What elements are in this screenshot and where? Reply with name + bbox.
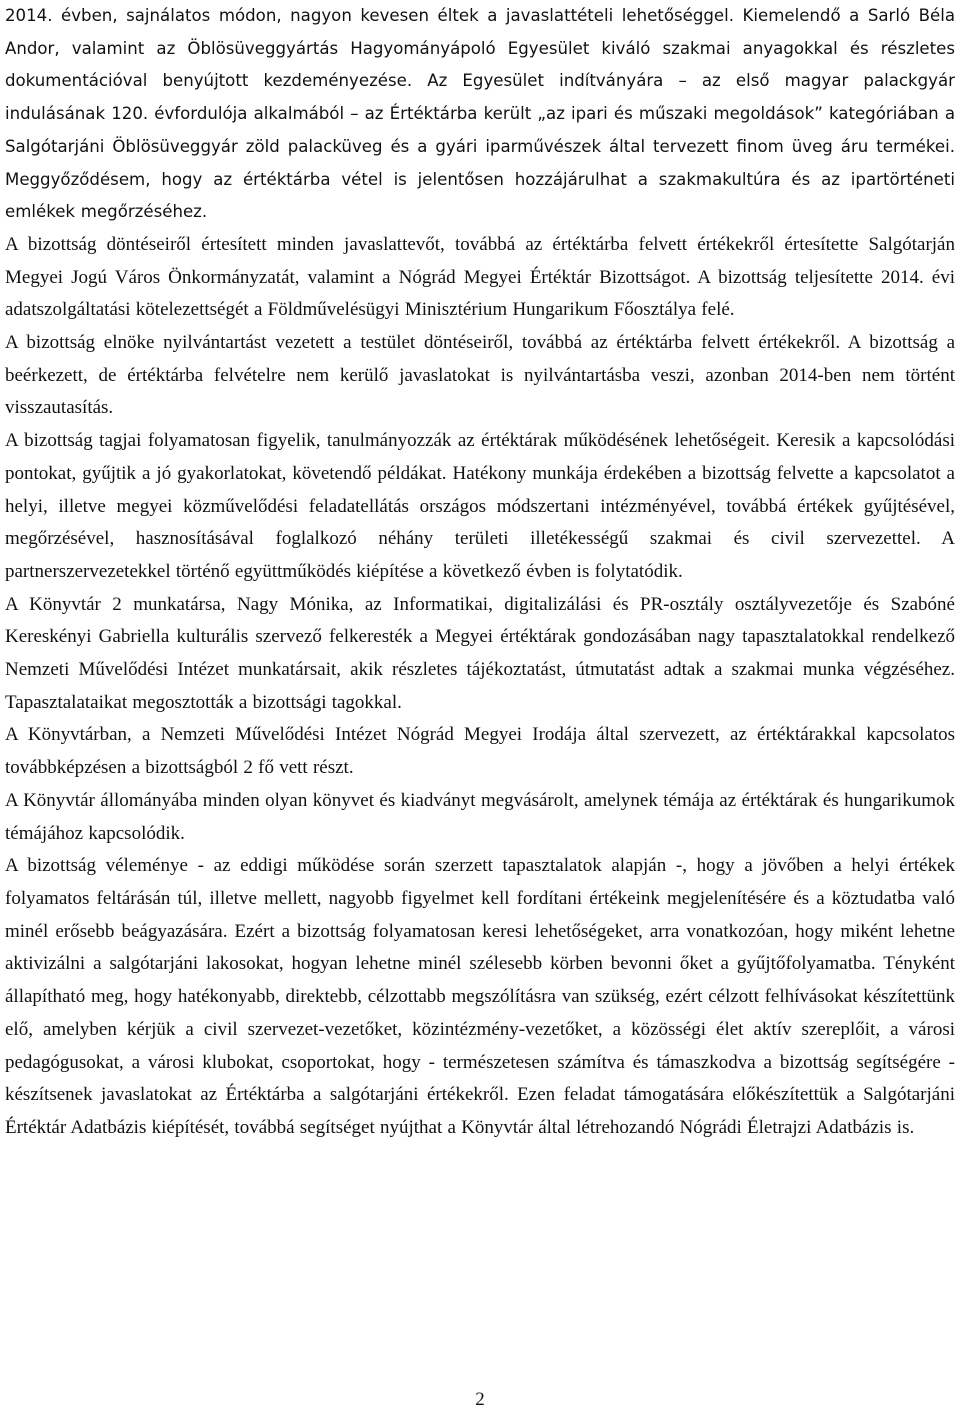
paragraph-text: A bizottság tagjai folyamatosan figyelik, tanulmányozzák az értéktárak működésének lehetőségeit. Keresik a kapcsolódási pontokat, gyűjtik a jó gyakorlatokat, követendő példákat. Hatékony munkája érdekében a bizottság felvette a kapcsolatot a helyi, illetve megyei közművelődési feladatellátás országos módszertani intézményével, továbbá értékek gyűjtésével, megőrzésével, hasznosításával foglalkozó néhány területi illetékességű szakmai és civil szervezettel. A partnerszervezetekkel történő együttműködés kiépítése a következő évben is folytatódik.: [5, 430, 955, 582]
paragraph-acquisitions: [5, 785, 955, 850]
paragraph-registry: [5, 327, 955, 425]
paragraph-text: A bizottság elnöke nyilvántartást vezetett a testület döntéseiről, továbbá az értéktárba felvett értékekről. A bizottság a beérkezett, de értéktárba felvételre nem kerülő javaslatokat is nyilvántartásba veszi, azonban 2014-ben nem történt visszautasítás.: [5, 332, 955, 419]
paragraph-text: 2014. évben, sajnálatos módon, nagyon kevesen éltek a javaslattételi lehetőséggel. Kiemelendő a Sarló Béla Andor, valamint az Öblösüveggyártás Hagyományápoló Egyesület kiváló szakmai anyagokkal és részletes dokumentációval benyújtott kezdeményezése. Az Egyesület indítványára – az első magyar palackgyár indulásának 120. évfordulója alkalmából – az Értéktárba került „az ipari és műszaki megoldások” kategóriában a Salgótarjáni Öblösüveggyár zöld palacküveg és a gyári iparművészek által tervezett finom üveg áru termékei. Meggyőződésem, hogy az értéktárba vétel is jelentősen hozzájárulhat a szakmakultúra és az ipartörténeti emlékek megőrzéséhez.: [5, 6, 955, 222]
paragraph-committee-opinion: [5, 850, 955, 1144]
paragraph-cooperation: [5, 425, 955, 589]
paragraph-training: [5, 719, 955, 784]
paragraph-proposals: [5, 0, 955, 229]
paragraph-library-staff: [5, 589, 955, 720]
paragraph-text: A Könyvtár állományába minden olyan könyvet és kiadványt megvásárolt, amelynek témája az értéktárak és hungarikumok témájához kapcsolódik.: [5, 789, 955, 844]
paragraph-text: A bizottság döntéseiről értesített minden javaslattevőt, továbbá az értéktárba felvett értékekről értesítette Salgótarján Megyei Jogú Város Önkormányzatát, valamint a Nógrád Megyei Értéktár Bizottságot. A bizottság teljesítette 2014. évi adatszolgáltatási kötelezettségét a Földművelésügyi Minisztérium Hungarikum Főosztálya felé.: [5, 233, 955, 321]
paragraph-text: A Könyvtárban, a Nemzeti Művelődési Intézet Nógrád Megyei Irodája által szervezett, az értéktárakkal kapcsolatos továbbképzésen a bizottságból 2 fő vett részt.: [5, 724, 955, 779]
paragraph-text: A bizottság véleménye - az eddigi működése során szerzett tapasztalatok alapján -, hogy a jövőben a helyi értékek folyamatos feltárásán túl, illetve mellett, nagyobb figyelmet kell fordítani értékeink megjelenítésére és a köztudatba való minél erősebb beágyazására. Ezért a bizottság folyamatosan keresi lehetőségeket, arra vonatkozóan, hogy miként lehetne aktivizálni a salgótarjáni lakosokat, hogyan lehetne minél szélesebb körben bevonni őket a gyűjtőfolyamatba. Tényként állapítható meg, hogy hatékonyabb, direktebb, célzottabb megszólításra van szükség, ezért célzott felhívásokat készítettünk elő, amelyben kérjük a civil szervezet-vezetőket, közintézmény-vezetőket, a közösségi élet aktív szereplőit, a városi pedagógusokat, a városi klubokat, csoportokat, hogy - természetesen számítva és támaszkodva a bizottság segítségére - készítsenek javaslatokat az Értéktárba a salgótarjáni értékekről. Ezen feladat támogatására előkészítettük a Salgótarjáni Értéktár Adatbázis kiépítését, továbbá segítséget nyújthat a Könyvtár által létrehozandó Nógrádi Életrajzi Adatbázis is.: [5, 855, 955, 1138]
paragraph-notifications: [5, 229, 955, 327]
page-number: 2: [475, 1389, 485, 1410]
document-body: [5, 0, 955, 1145]
paragraph-text: A Könyvtár 2 munkatársa, Nagy Mónika, az Informatikai, digitalizálási és PR-osztály osztályvezetője és Szabóné Kereskényi Gabriella kulturális szervező felkeresték a Megyei értéktárak gondozásában nagy tapasztalatokkal rendelkező Nemzeti Művelődési Intézet munkatársait, akik részletes tájékoztatást, útmutatást adtak a szakmai munka végzéséhez. Tapasztalataikat megosztották a bizottsági tagokkal.: [5, 593, 955, 713]
